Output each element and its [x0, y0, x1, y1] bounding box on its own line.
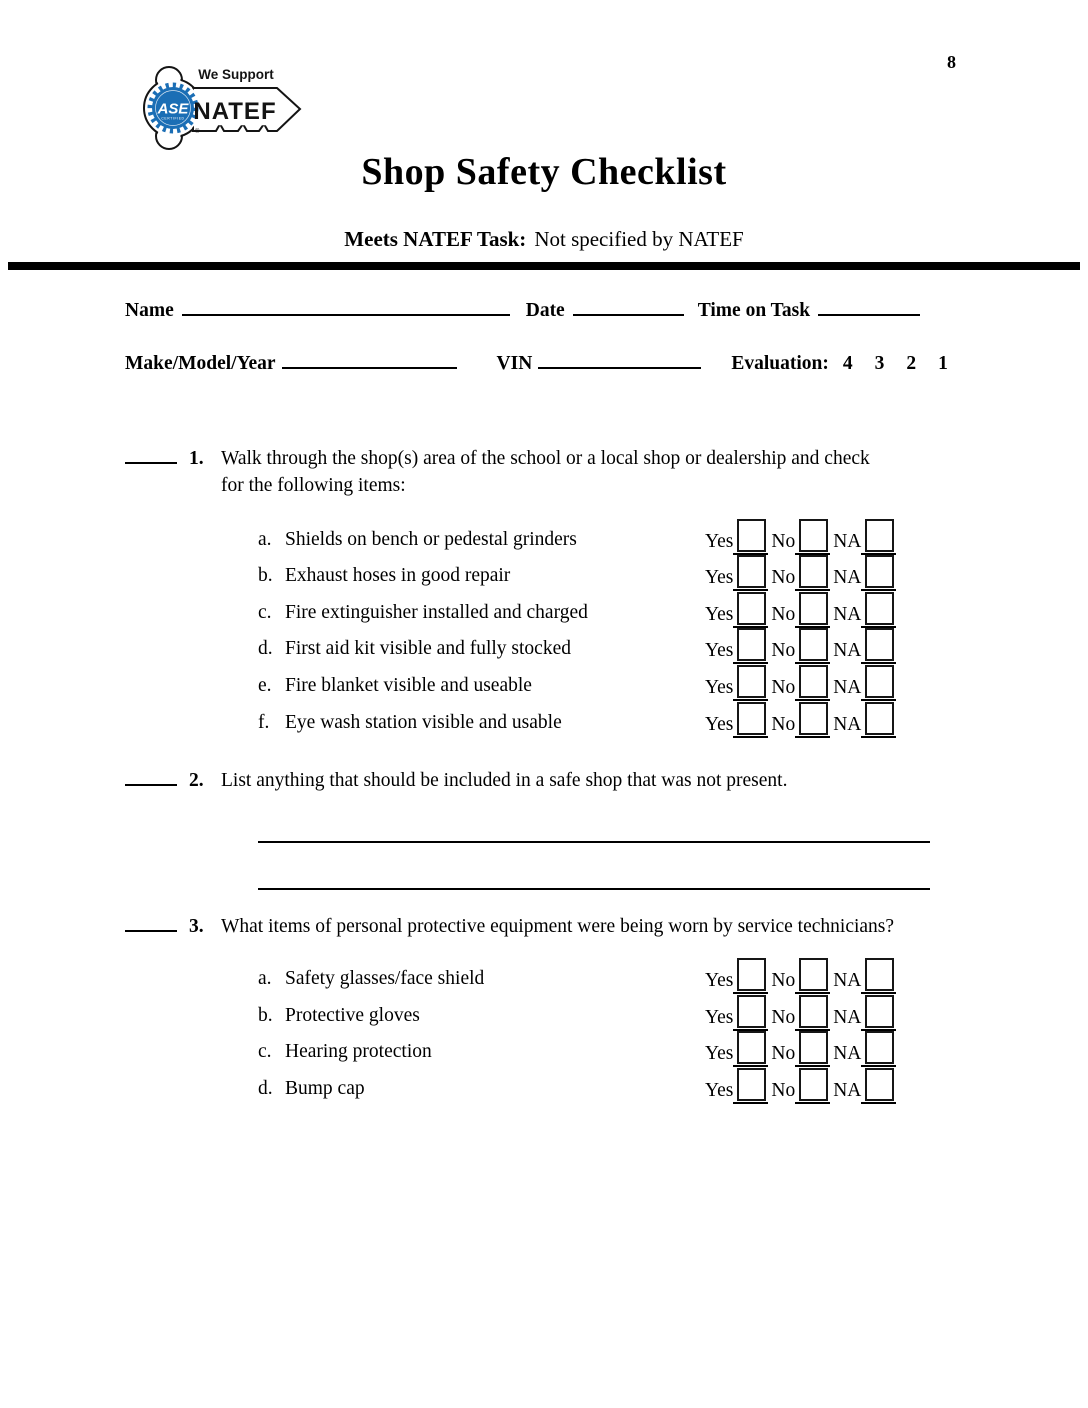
no-label: No — [771, 970, 796, 992]
na-checkbox-cell — [861, 665, 896, 701]
no-option — [771, 665, 830, 701]
na-option — [833, 958, 896, 994]
list-item — [258, 666, 958, 703]
no-option — [771, 1031, 830, 1067]
evaluation-rating-3[interactable]: 3 — [874, 353, 885, 374]
yes-no-na-group — [705, 958, 896, 994]
list-item — [258, 557, 958, 594]
na-label: NA — [833, 713, 862, 735]
na-checkbox[interactable] — [865, 1031, 894, 1064]
na-checkbox[interactable] — [865, 665, 894, 698]
yes-checkbox[interactable] — [737, 555, 766, 588]
yes-option — [705, 702, 768, 738]
vin-label: VIN — [496, 353, 533, 374]
no-checkbox[interactable] — [799, 995, 828, 1028]
yes-checkbox[interactable] — [737, 995, 766, 1028]
na-checkbox[interactable] — [865, 1068, 894, 1101]
item-letter: c. — [258, 601, 272, 623]
no-label: No — [771, 640, 796, 662]
na-option — [833, 519, 896, 555]
yes-no-na-group — [705, 592, 896, 628]
natef-logo — [133, 56, 303, 151]
na-checkbox-cell — [861, 555, 896, 591]
yes-option — [705, 592, 768, 628]
yes-label: Yes — [705, 1006, 734, 1028]
yes-option — [705, 519, 768, 555]
yes-checkbox[interactable] — [737, 1068, 766, 1101]
no-checkbox-cell — [795, 592, 830, 628]
no-checkbox-cell — [795, 665, 830, 701]
na-checkbox-cell — [861, 1031, 896, 1067]
question-1-head — [125, 445, 958, 499]
yes-label: Yes — [705, 676, 734, 698]
yes-label: Yes — [705, 713, 734, 735]
yes-option — [705, 628, 768, 664]
no-checkbox[interactable] — [799, 702, 828, 735]
question-2-text: List anything that should be included in a safe shop that was not present. — [221, 769, 788, 791]
na-option — [833, 1031, 896, 1067]
yes-no-na-group — [705, 1068, 896, 1104]
no-checkbox-cell — [795, 958, 830, 994]
na-checkbox-cell — [861, 1068, 896, 1104]
no-label: No — [771, 1043, 796, 1065]
no-label: No — [771, 567, 796, 589]
yes-option — [705, 958, 768, 994]
make-model-year-input-line[interactable] — [282, 361, 457, 369]
no-label: No — [771, 1006, 796, 1028]
list-item — [258, 520, 958, 557]
evaluation-rating-1[interactable]: 1 — [938, 353, 948, 374]
na-label: NA — [833, 1043, 862, 1065]
yes-checkbox-cell — [733, 958, 768, 994]
list-item — [258, 1033, 958, 1070]
na-checkbox[interactable] — [865, 628, 894, 661]
no-option — [771, 519, 830, 555]
yes-no-na-group — [705, 555, 896, 591]
no-checkbox-cell — [795, 1031, 830, 1067]
na-option — [833, 1068, 896, 1104]
question-1-items — [258, 520, 958, 740]
no-checkbox[interactable] — [799, 628, 828, 661]
yes-checkbox[interactable] — [737, 1031, 766, 1064]
question-3-score-blank[interactable] — [125, 924, 177, 932]
question-2-head — [125, 767, 958, 794]
na-label: NA — [833, 1079, 862, 1101]
time-on-task-label: Time on Task — [697, 300, 811, 321]
item-text: First aid kit visible and fully stocked — [285, 638, 571, 660]
time-on-task-input-line[interactable] — [818, 308, 920, 316]
name-label: Name — [125, 300, 174, 321]
question-1-text: Walk through the shop(s) area of the school or a local shop or dealership and check for the following items: — [221, 448, 870, 496]
na-checkbox[interactable] — [865, 592, 894, 625]
yes-no-na-group — [705, 519, 896, 555]
yes-option — [705, 1031, 768, 1067]
na-checkbox-cell — [861, 958, 896, 994]
ase-badge-label: ASE — [157, 100, 189, 118]
item-text: Fire blanket visible and useable — [285, 674, 532, 696]
yes-no-na-group — [705, 628, 896, 664]
we-support-label: We Support — [198, 67, 274, 82]
no-checkbox[interactable] — [799, 519, 828, 552]
no-checkbox[interactable] — [799, 1031, 828, 1064]
no-option — [771, 592, 830, 628]
yes-checkbox-cell — [733, 1031, 768, 1067]
yes-no-na-group — [705, 702, 896, 738]
divider-rule — [8, 262, 1080, 270]
no-option — [771, 555, 830, 591]
evaluation-rating-2[interactable]: 2 — [906, 353, 917, 374]
yes-option — [705, 665, 768, 701]
na-checkbox-cell — [861, 628, 896, 664]
date-input-line[interactable] — [573, 308, 684, 316]
na-label: NA — [833, 676, 862, 698]
no-checkbox[interactable] — [799, 1068, 828, 1101]
no-option — [771, 628, 830, 664]
key-shape-icon — [133, 56, 303, 151]
yes-label: Yes — [705, 1043, 734, 1065]
question-2-score-blank[interactable] — [125, 778, 177, 786]
question-1 — [125, 445, 958, 740]
na-checkbox[interactable] — [865, 702, 894, 735]
yes-no-na-group — [705, 1031, 896, 1067]
no-label: No — [771, 530, 796, 552]
name-input-line[interactable] — [182, 308, 510, 316]
na-option — [833, 555, 896, 591]
list-item — [258, 593, 958, 630]
na-checkbox[interactable] — [865, 519, 894, 552]
na-option — [833, 665, 896, 701]
yes-checkbox-cell — [733, 702, 768, 738]
yes-label: Yes — [705, 640, 734, 662]
yes-label: Yes — [705, 603, 734, 625]
registered-mark: ® — [195, 129, 200, 135]
page-number: 8 — [947, 52, 956, 72]
item-letter: b. — [258, 565, 273, 587]
na-label: NA — [833, 567, 862, 589]
no-checkbox-cell — [795, 628, 830, 664]
na-label: NA — [833, 530, 862, 552]
no-checkbox-cell — [795, 702, 830, 738]
yes-checkbox[interactable] — [737, 958, 766, 991]
yes-label: Yes — [705, 567, 734, 589]
yes-checkbox-cell — [733, 592, 768, 628]
yes-label: Yes — [705, 1079, 734, 1101]
yes-checkbox[interactable] — [737, 702, 766, 735]
na-checkbox[interactable] — [865, 995, 894, 1028]
no-option — [771, 995, 830, 1031]
yes-checkbox-cell — [733, 519, 768, 555]
item-letter: a. — [258, 528, 272, 550]
item-text: Safety glasses/face shield — [285, 968, 485, 990]
list-item — [258, 1069, 958, 1106]
item-letter: e. — [258, 674, 272, 696]
no-checkbox-cell — [795, 995, 830, 1031]
question-2 — [125, 767, 958, 890]
yes-checkbox-cell — [733, 665, 768, 701]
no-label: No — [771, 676, 796, 698]
question-3-items — [258, 960, 958, 1106]
no-label: No — [771, 603, 796, 625]
na-checkbox[interactable] — [865, 958, 894, 991]
make-model-year-label: Make/Model/Year — [125, 353, 276, 374]
no-checkbox[interactable] — [799, 555, 828, 588]
na-option — [833, 702, 896, 738]
list-item — [258, 703, 958, 740]
no-checkbox-cell — [795, 555, 830, 591]
yes-checkbox-cell — [733, 1068, 768, 1104]
yes-checkbox[interactable] — [737, 665, 766, 698]
na-label: NA — [833, 970, 862, 992]
meets-natef-task-line — [0, 227, 1088, 252]
question-3 — [125, 913, 958, 1106]
answer-line-2[interactable] — [258, 888, 930, 890]
question-2-number: 2. — [189, 769, 204, 791]
na-checkbox-cell — [861, 995, 896, 1031]
item-letter: b. — [258, 1004, 273, 1026]
no-option — [771, 1068, 830, 1104]
na-option — [833, 995, 896, 1031]
na-label: NA — [833, 640, 862, 662]
ase-certified-label: CERTIFIED — [161, 116, 185, 121]
vehicle-row — [125, 353, 958, 379]
yes-checkbox[interactable] — [737, 519, 766, 552]
yes-checkbox[interactable] — [737, 628, 766, 661]
meets-task-label: Meets NATEF Task: — [344, 227, 527, 251]
na-checkbox-cell — [861, 702, 896, 738]
item-letter: d. — [258, 638, 273, 660]
item-text: Shields on bench or pedestal grinders — [285, 528, 577, 550]
yes-option — [705, 555, 768, 591]
item-text: Exhaust hoses in good repair — [285, 565, 511, 587]
item-text: Eye wash station visible and usable — [285, 711, 562, 733]
na-label: NA — [833, 1006, 862, 1028]
evaluation-rating-4[interactable]: 4 — [842, 353, 853, 374]
no-label: No — [771, 1079, 796, 1101]
na-label: NA — [833, 603, 862, 625]
list-item — [258, 960, 958, 997]
yes-checkbox-cell — [733, 555, 768, 591]
yes-no-na-group — [705, 995, 896, 1031]
yes-option — [705, 1068, 768, 1104]
yes-label: Yes — [705, 530, 734, 552]
form-body — [125, 300, 958, 1106]
yes-checkbox-cell — [733, 995, 768, 1031]
answer-line-1[interactable] — [258, 841, 930, 843]
item-text: Fire extinguisher installed and charged — [285, 601, 588, 623]
question-1-score-blank[interactable] — [125, 456, 177, 464]
no-label: No — [771, 713, 796, 735]
item-letter: c. — [258, 1041, 272, 1063]
no-checkbox-cell — [795, 1068, 830, 1104]
evaluation-label: Evaluation: — [731, 353, 829, 374]
question-1-number: 1. — [189, 448, 204, 469]
natef-wordmark: NATEF — [193, 98, 277, 125]
question-3-text: What items of personal protective equipment were being worn by service technicians? — [221, 915, 895, 937]
list-item — [258, 996, 958, 1033]
yes-no-na-group — [705, 665, 896, 701]
list-item — [258, 630, 958, 667]
na-option — [833, 592, 896, 628]
na-checkbox-cell — [861, 519, 896, 555]
item-letter: f. — [258, 711, 270, 733]
question-3-number: 3. — [189, 915, 204, 937]
no-checkbox[interactable] — [799, 958, 828, 991]
no-checkbox[interactable] — [799, 665, 828, 698]
na-option — [833, 628, 896, 664]
no-option — [771, 958, 830, 994]
yes-checkbox[interactable] — [737, 592, 766, 625]
item-letter: d. — [258, 1077, 273, 1099]
page-title: Shop Safety Checklist — [361, 151, 727, 193]
no-checkbox[interactable] — [799, 592, 828, 625]
na-checkbox-cell — [861, 592, 896, 628]
na-checkbox[interactable] — [865, 555, 894, 588]
no-checkbox-cell — [795, 519, 830, 555]
question-3-head — [125, 913, 958, 940]
item-text: Hearing protection — [285, 1041, 432, 1063]
item-text: Bump cap — [285, 1077, 365, 1099]
meets-task-value: Not specified by NATEF — [534, 227, 744, 251]
no-option — [771, 702, 830, 738]
item-text: Protective gloves — [285, 1004, 420, 1026]
yes-option — [705, 995, 768, 1031]
yes-label: Yes — [705, 970, 734, 992]
vin-input-line[interactable] — [538, 361, 701, 369]
yes-checkbox-cell — [733, 628, 768, 664]
item-letter: a. — [258, 968, 272, 990]
name-date-row — [125, 300, 958, 326]
date-label: Date — [525, 300, 565, 321]
